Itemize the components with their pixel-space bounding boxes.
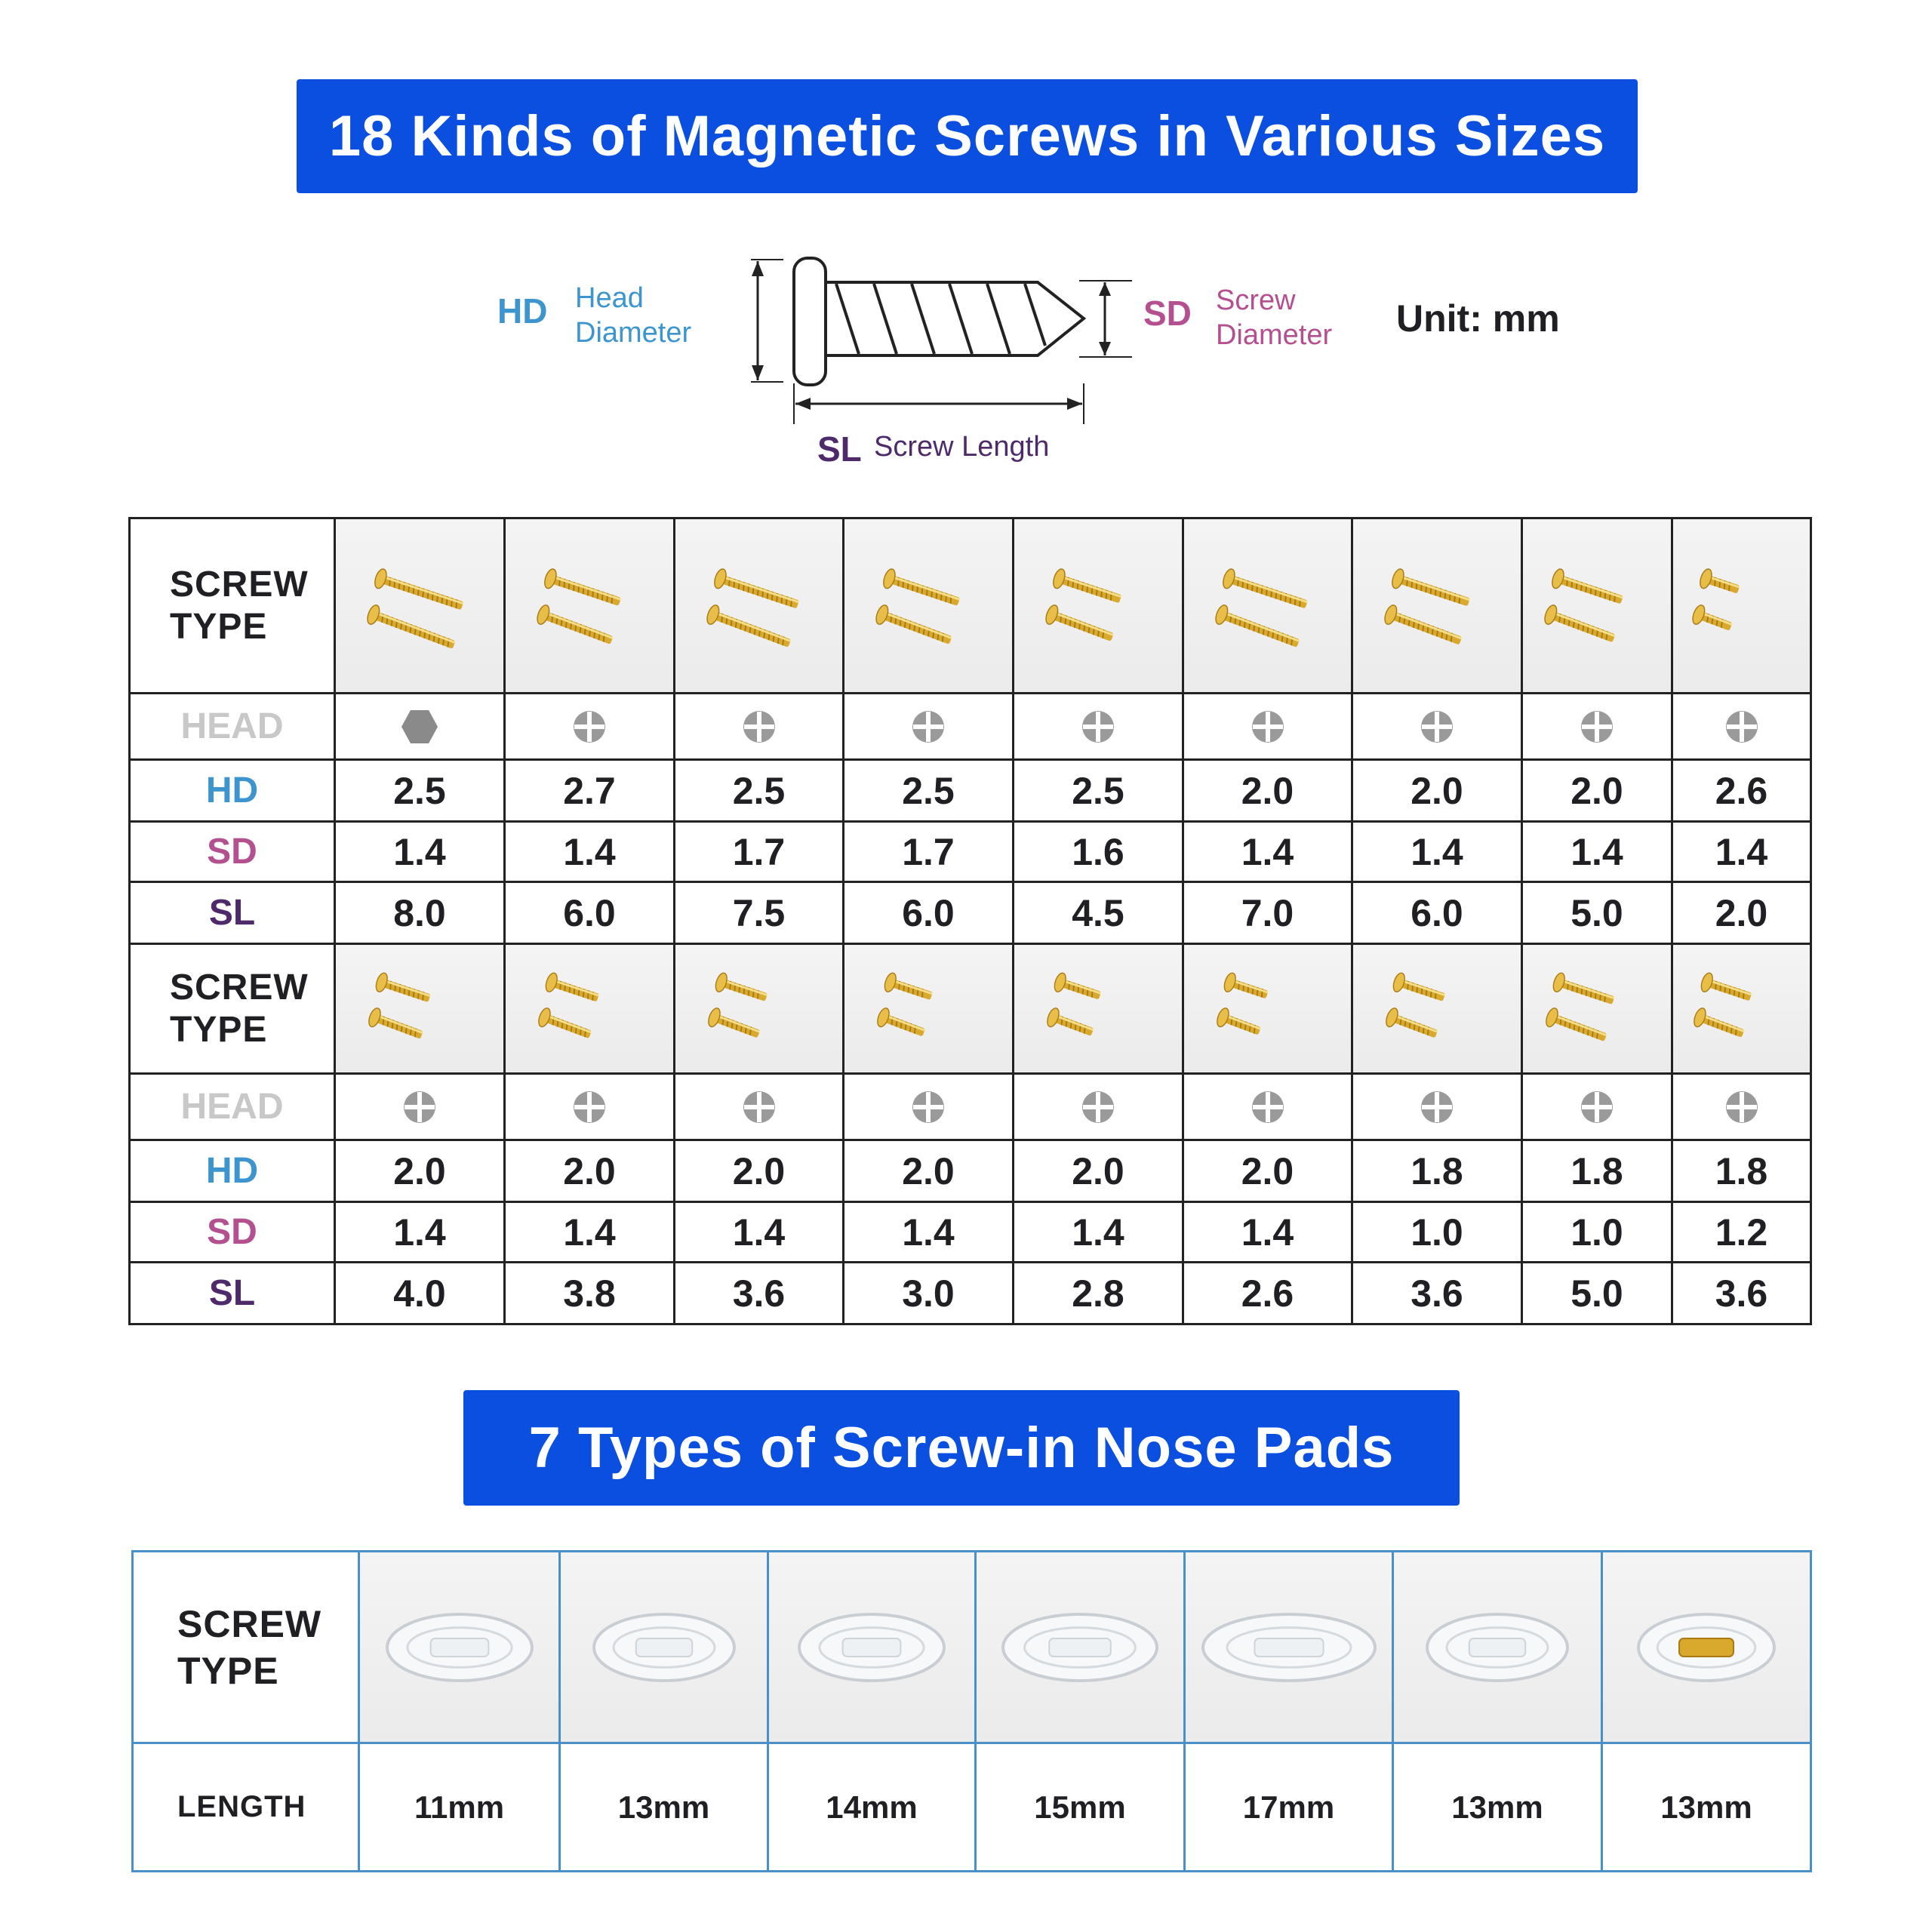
hd-value: 2.0	[675, 1140, 844, 1202]
sd-value: 1.0	[1522, 1202, 1672, 1263]
hd-value: 2.5	[675, 760, 844, 822]
phillips-head-icon	[1577, 707, 1617, 746]
pad-length-value: 14mm	[768, 1743, 976, 1872]
screw-type-label-line1: SCREW	[170, 564, 309, 605]
head-cell	[1183, 694, 1352, 760]
sd-label: SD	[130, 1202, 335, 1263]
hd-value: 2.0	[1183, 1140, 1352, 1202]
phillips-head-icon	[740, 1088, 779, 1127]
sd-value: 1.7	[675, 822, 844, 882]
hd-value: 2.7	[505, 760, 675, 822]
head-cell	[335, 694, 505, 760]
screw-type-label	[130, 518, 335, 694]
sl-value: 3.6	[675, 1263, 844, 1324]
nose-pad-photo-icon	[1198, 1572, 1380, 1723]
head-cell	[1672, 694, 1811, 760]
phillips-head-icon	[1417, 707, 1457, 746]
head-cell	[675, 694, 844, 760]
sd-value: 1.0	[1352, 1202, 1522, 1263]
head-label: HEAD	[130, 694, 335, 760]
phillips-head-icon	[1417, 1088, 1457, 1127]
sl-value: 7.5	[675, 882, 844, 944]
sl-value: 4.5	[1014, 882, 1183, 944]
sl-value: 6.0	[1352, 882, 1522, 944]
nose-pad-table	[131, 1550, 1812, 1872]
screw-photo-icon	[1525, 953, 1669, 1065]
screw-type-label-line2: TYPE	[170, 606, 268, 647]
pad-length-value: 13mm	[1602, 1743, 1811, 1872]
screw-photo-icon	[1365, 953, 1509, 1065]
sl-value: 4.0	[335, 1263, 505, 1324]
pad-type-label-line2: TYPE	[177, 1649, 279, 1692]
screw-photo-icon	[518, 953, 661, 1065]
sd-abbreviation: SD	[1143, 294, 1192, 333]
unit-label: Unit: mm	[1396, 297, 1560, 340]
screw-photo-icon	[1525, 528, 1669, 685]
sl-label: SL	[130, 1263, 335, 1324]
screw-photo-cell	[675, 944, 844, 1074]
sl-value: 7.0	[1183, 882, 1352, 944]
sl-value: 2.0	[1672, 882, 1811, 944]
pad-photo-cell	[560, 1552, 768, 1743]
head-cell	[505, 1074, 675, 1140]
sd-row	[130, 822, 1811, 882]
screw-type-row	[130, 944, 1811, 1074]
hd-description-line1: Head	[575, 282, 644, 314]
head-cell	[1014, 1074, 1183, 1140]
phillips-head-icon	[740, 707, 779, 746]
screw-photo-icon	[857, 528, 1000, 685]
sd-value: 1.4	[1183, 1202, 1352, 1263]
screw-photo-icon	[1196, 528, 1340, 685]
hd-value: 2.0	[1183, 760, 1352, 822]
hd-value: 2.6	[1672, 760, 1811, 822]
phillips-head-icon	[909, 1088, 948, 1127]
pad-length-value: 11mm	[359, 1743, 560, 1872]
screws-title-banner	[297, 79, 1638, 193]
phillips-head-icon	[570, 1088, 609, 1127]
screw-diagram-icon	[732, 249, 1140, 430]
screw-photo-cell	[1352, 518, 1522, 694]
head-cell	[675, 1074, 844, 1140]
sl-value: 6.0	[844, 882, 1014, 944]
hd-value: 2.5	[335, 760, 505, 822]
sd-description	[1216, 283, 1332, 352]
sd-description-line1: Screw	[1216, 285, 1296, 316]
head-cell	[1183, 1074, 1352, 1140]
pad-photo-cell	[976, 1552, 1185, 1743]
phillips-head-icon	[1078, 707, 1118, 746]
hd-label: HD	[130, 1140, 335, 1202]
screw-size-table	[128, 517, 1812, 1325]
sd-value: 1.4	[1672, 822, 1811, 882]
screw-photo-icon	[1365, 528, 1509, 685]
screw-photo-icon	[348, 953, 491, 1065]
pad-length-label: LENGTH	[133, 1743, 359, 1872]
phillips-head-icon	[1248, 1088, 1287, 1127]
screw-photo-cell	[1352, 944, 1522, 1074]
screw-type-label	[130, 944, 335, 1074]
phillips-head-icon	[909, 707, 948, 746]
pad-type-label	[133, 1552, 359, 1743]
sl-description: Screw Length	[874, 431, 1050, 463]
phillips-head-icon	[1248, 707, 1287, 746]
screw-photo-cell	[1522, 944, 1672, 1074]
sd-value: 1.4	[1183, 822, 1352, 882]
screws-title: 18 Kinds of Magnetic Screws in Various Sizes	[328, 104, 1606, 168]
sd-label: SD	[130, 822, 335, 882]
screw-photo-icon	[518, 528, 661, 685]
nose-pad-photo-icon	[369, 1572, 550, 1723]
sl-abbreviation: SL	[817, 429, 862, 469]
screw-photo-cell	[1014, 944, 1183, 1074]
screw-photo-icon	[1673, 953, 1817, 1065]
sl-value: 6.0	[505, 882, 675, 944]
sd-value: 1.4	[505, 822, 675, 882]
screw-type-label-line1: SCREW	[170, 967, 309, 1008]
nose-pad-photo-icon	[1616, 1572, 1797, 1723]
screw-photo-cell	[1672, 944, 1811, 1074]
sl-value: 2.8	[1014, 1263, 1183, 1324]
sl-label: SL	[130, 882, 335, 944]
screw-photo-cell	[675, 518, 844, 694]
pad-length-value: 15mm	[976, 1743, 1185, 1872]
screw-photo-icon	[1673, 528, 1817, 685]
sd-value: 1.4	[1522, 822, 1672, 882]
sd-value: 1.4	[1014, 1202, 1183, 1263]
sl-row	[130, 882, 1811, 944]
hd-value: 2.0	[335, 1140, 505, 1202]
head-row	[130, 1074, 1811, 1140]
screw-photo-icon	[1026, 953, 1170, 1065]
screw-photo-cell	[1672, 518, 1811, 694]
hd-row	[130, 760, 1811, 822]
screw-photo-cell	[844, 518, 1014, 694]
screw-photo-cell	[1183, 518, 1352, 694]
nose-pad-photo-icon	[1407, 1572, 1588, 1723]
pad-photo-cell	[768, 1552, 976, 1743]
screw-photo-cell	[1522, 518, 1672, 694]
phillips-head-icon	[1577, 1088, 1617, 1127]
hd-value: 1.8	[1672, 1140, 1811, 1202]
phillips-head-icon	[400, 1088, 439, 1127]
head-cell	[1522, 1074, 1672, 1140]
hd-row	[130, 1140, 1811, 1202]
hd-abbreviation: HD	[497, 291, 548, 331]
hex-head-icon	[400, 707, 439, 746]
hd-value: 2.0	[1522, 760, 1672, 822]
screw-photo-icon	[348, 528, 491, 685]
hd-value: 1.8	[1352, 1140, 1522, 1202]
head-cell	[1014, 694, 1183, 760]
sd-value: 1.4	[335, 1202, 505, 1263]
sl-value: 2.6	[1183, 1263, 1352, 1324]
screw-photo-cell	[335, 944, 505, 1074]
screw-photo-cell	[505, 944, 675, 1074]
hd-value: 2.5	[1014, 760, 1183, 822]
head-cell	[505, 694, 675, 760]
head-cell	[844, 694, 1014, 760]
screw-photo-icon	[688, 953, 831, 1065]
sl-value: 3.6	[1672, 1263, 1811, 1324]
screw-photo-cell	[1014, 518, 1183, 694]
phillips-head-icon	[570, 707, 609, 746]
sd-value: 1.4	[1352, 822, 1522, 882]
screw-photo-cell	[335, 518, 505, 694]
sl-value: 8.0	[335, 882, 505, 944]
sd-value: 1.4	[844, 1202, 1014, 1263]
hd-value: 2.0	[1014, 1140, 1183, 1202]
screw-photo-cell	[844, 944, 1014, 1074]
pad-photo-cell	[1393, 1552, 1602, 1743]
nose-pad-photo-icon	[989, 1572, 1171, 1723]
sd-value: 1.4	[335, 822, 505, 882]
head-cell	[844, 1074, 1014, 1140]
sd-row	[130, 1202, 1811, 1263]
phillips-head-icon	[1722, 707, 1761, 746]
hd-value: 2.0	[1352, 760, 1522, 822]
pad-length-row	[133, 1743, 1811, 1872]
head-cell	[1352, 1074, 1522, 1140]
screw-type-row	[130, 518, 1811, 694]
sd-value: 1.6	[1014, 822, 1183, 882]
hd-value: 2.0	[844, 1140, 1014, 1202]
screw-type-label-line2: TYPE	[170, 1009, 268, 1050]
pad-length-value: 13mm	[1393, 1743, 1602, 1872]
screw-photo-icon	[1196, 953, 1340, 1065]
sd-value: 1.7	[844, 822, 1014, 882]
screw-photo-icon	[857, 953, 1000, 1065]
hd-description	[575, 281, 691, 350]
pads-title-banner	[463, 1390, 1460, 1506]
pad-photo-cell	[359, 1552, 560, 1743]
pad-length-value: 17mm	[1185, 1743, 1393, 1872]
sl-value: 3.6	[1352, 1263, 1522, 1324]
sd-value: 1.4	[505, 1202, 675, 1263]
pad-photo-cell	[1602, 1552, 1811, 1743]
hd-value: 2.0	[505, 1140, 675, 1202]
pad-type-label-line1: SCREW	[177, 1602, 322, 1645]
head-label: HEAD	[130, 1074, 335, 1140]
pad-length-value: 13mm	[560, 1743, 768, 1872]
nose-pad-photo-icon	[574, 1572, 755, 1723]
sl-value: 3.8	[505, 1263, 675, 1324]
sl-value: 5.0	[1522, 882, 1672, 944]
sl-value: 5.0	[1522, 1263, 1672, 1324]
hd-description-line2: Diameter	[575, 317, 692, 349]
phillips-head-icon	[1722, 1088, 1761, 1127]
hd-value: 1.8	[1522, 1140, 1672, 1202]
nose-pad-photo-icon	[781, 1572, 962, 1723]
sd-description-line2: Diameter	[1216, 319, 1333, 351]
head-row	[130, 694, 1811, 760]
head-cell	[1522, 694, 1672, 760]
screw-photo-cell	[1183, 944, 1352, 1074]
head-cell	[1672, 1074, 1811, 1140]
pad-photo-cell	[1185, 1552, 1393, 1743]
head-cell	[1352, 694, 1522, 760]
screw-photo-icon	[688, 528, 831, 685]
sd-value: 1.4	[675, 1202, 844, 1263]
screw-photo-cell	[505, 518, 675, 694]
hd-value: 2.5	[844, 760, 1014, 822]
head-cell	[335, 1074, 505, 1140]
phillips-head-icon	[1078, 1088, 1118, 1127]
sd-value: 1.2	[1672, 1202, 1811, 1263]
sl-row	[130, 1263, 1811, 1324]
hd-label: HD	[130, 760, 335, 822]
pad-type-row	[133, 1552, 1811, 1743]
pads-title: 7 Types of Screw-in Nose Pads	[528, 1416, 1395, 1480]
sl-value: 3.0	[844, 1263, 1014, 1324]
screw-photo-icon	[1026, 528, 1170, 685]
